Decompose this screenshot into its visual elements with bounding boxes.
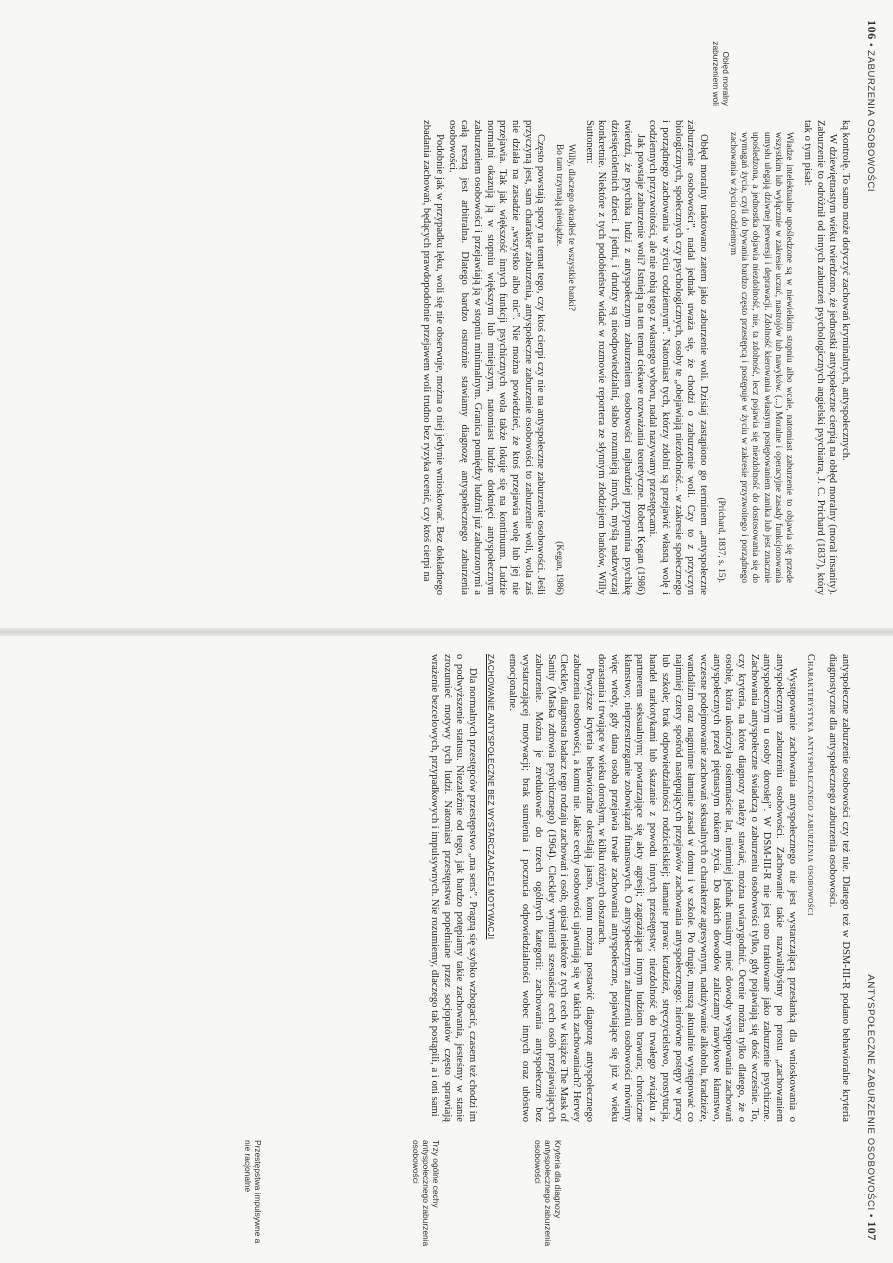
paragraph: Jak powstaje zaburzenie woli? Istnieją na ten temat ciekawe rozważania teoretyczne. Robert Kegan (1986) twierdzi, że psychika ludzi z antyspołecznym zaburzeniem osobowości najbardziej przypomina psychikę dziesięcioletnich dzieci. I jedni, i drudzy są nieodpowiedzialni, słabo rozumieją innych, myślą nadzwyczaj konkretnie. Niektóre z tych podobieństw widać w rozmowie reportera ze słynnym złodziejem banków, Willy Suttonem: [583, 120, 646, 595]
page-number-right: 107 [865, 1221, 879, 1241]
verse-source: (Kegan, 1986) [554, 541, 565, 595]
quote-source: (Prichard, 1837, s. 15). [716, 497, 727, 583]
right-running-head: ANTYSPOŁECZNE ZABURZENIE OSOBOWOŚCI • 107 [865, 974, 879, 1241]
right-page [0, 632, 893, 1263]
paragraph: ką kontrolę. To samo może dotyczyć zachowań kryminalnych, antyspołecznych. [840, 120, 851, 461]
paragraph: W dziewiętnastym wieku twierdzono, że jednostki antyspołeczne cierpią na obłęd moralny (moral insanity). Zaburzenie to odróżnił od innych zaburzeń psychologicznych angielski psychiatra, J. C. Prichard (1837), który tak o tym pisał: [801, 120, 839, 595]
left-text-column [419, 120, 851, 595]
paragraph: Dla normalnych przestępców przestępstwo „ma sens”. Pragną się szybko wzbogacić, czasem też chodzi im o podwyższenie statusu. Niezależnie od tego, jak bardzo potępiamy takie zachowania, jesteśmy w stanie zrozumieć motywy tych ludzi. Natomiast przestępstwa popełniane przez socjopatów często sprawiają wrażenie bezcelowych, przypadkowych i impulsywnych. Nie rozumiemy, dlaczego tak postąpili, a i oni sami [428, 654, 479, 1122]
verse-line: Willy, dlaczego okradłeś te wszystkie banki? [566, 144, 577, 311]
block-quote-prichard [715, 132, 794, 583]
verse-line: Bo tam trzymają pieniądze. (Kegan, 1986) [554, 144, 565, 595]
margin-note-diagnostic-criteria: Kryteria dla diagnozy antyspołecznego zaburzenia osobowości [533, 1140, 563, 1247]
page-number-left: 106 [865, 20, 879, 40]
subsection-heading: ZACHOWANIE ANTYSPOŁECZNE BEZ WYSTARCZAJĄCEJ MOTYWACJI [485, 654, 495, 940]
quote-text: Władze intelektualne upośledzone są w niewielkim stopniu albo wcale, natomiast zaburzenie to objawia się przede wszystkim lub wyłącznie w zakresie uczuć, nastrojów lub nawyków. (...) Moralne i operacyjne zasady funkcjonowania umysłu ulegają dziwnej perwersji i deprawacji. Zdolność kierowania własnym postępowaniem zanika lub jest znacznie upośledzona, a jednostka objawia niezdolność, nie, ta zdolność, lecz pojawia się niezdolność do dostosowania się do wymagań życia, czyli do bywania bardzo często przestępcą i postępuje w życiu w zakresie przyzwoitego i porządnego zachowania w życiu codziennym [727, 132, 795, 583]
paragraph: Podobnie jak w przypadku lęku, woli się nie obserwuje, można o niej jedynie wnioskować. Bez dokładnego zbadania zachowań, będących prawdopodobnie przejawem woli trudno bez ryzyka ocenić, czy ktoś cierpi na [421, 120, 445, 595]
dialogue-quote [552, 144, 576, 595]
paragraph: Często powstają spory na temat tego, czy ktoś cierpi czy nie na antyspołeczne zaburzenie osobowości. Jeśli przyczyną jest, sam charakter zaburzenia, antyspołeczne zaburzenie osobowości to zaburzenie woli, wola zaś nie działa na zasadzie „wszystko albo nic”. Nie można powiedzieć, że ktoś przejawia wolę lub jej nie przejawia. Tak jak większość innych funkcji psychicznych wola także lokuje się na kontinuum. Ludzie normalni okazują ją w stopniu większym lub mniejszym, natomiast ludzie dotknięci antyspołecznym zaburzeniem osobowości i przejawiają ją w stopniu minimalnym. Granica pomiędzy ludźmi już zaburzonymi a całą resztą jest arbitralna. Dlatego bardzo ostrożnie stawiamy diagnozę antyspołecznego zaburzenia osobowości. [446, 120, 547, 595]
paragraph: antyspołeczne zaburzenie osobowości czy też nie. Dlatego też w DSM-III-R podano behawioralne kryteria diagnostyczne dla antyspołecznego zaburzenia osobowości. [827, 654, 851, 1122]
paragraph: Powyższe kryteria behawioralne określają jasno, komu można postawić diagnozę antyspołecznego zaburzenia osobowości, a komu nie. Jakie cechy osobowości ujawniają się w takich zachowaniach? Hervey Cleckley, diagnosta badacz tego rodzaju zachowań i osób, opisał niektóre z tych cech w książce The Mask of Sanity (Maska zdrowia psychicznego) (1964). Cleckley wymienił szesnaście cech osób przejawiających zaburzenie. Można je zredukować do trzech ogólnych kategorii: zachowania antyspołeczne bez wystarczającej motywacji; brak sumienia i poczucia odpowiedzialności wobec innych oraz ubóstwo emocjonalne. [507, 654, 595, 1122]
paragraph: Obłęd moralny traktowano zatem jako zaburzenie woli. Dzisiaj zastąpiono go terminem „antyspołeczne zaburzenie osobowości”, nadal jednak uważa się, że chodzi o zaburzenie woli. Czy to z przyczyn biologicznych, społecznych czy psychologicznych, osoby te „obejawiają niezdolność... w zakresie społecznego i porządnego zachowania w życiu codziennym”. Natomiast tych, którzy zdolni są przejawić własną wolę i codziennych przyzwoitości, ale nie robią tego z własnego wyboru, nadal nazywamy przestępcami. [647, 120, 710, 595]
right-text-column [427, 654, 851, 1122]
margin-note-moral-insanity: Obłęd moralny zaburzeniem woli [711, 41, 731, 106]
margin-note-impulsive-crimes: Przestępstwa impulsywne a nie racjonalne [243, 1140, 263, 1244]
margin-note-three-traits: Trzy ogólne cechy antyspołecznego zaburzenia osobowości [411, 1140, 441, 1247]
left-running-head: 106 • ZABURZENIA OSOBOWOŚCI [865, 20, 879, 193]
running-head-right: ANTYSPOŁECZNE ZABURZENIE OSOBOWOŚCI [865, 974, 876, 1211]
paragraph: Występowanie zachowania antyspołecznego nie jest wystarczającą przesłanką dla wnioskowania o antyspołecznym zaburzeniu osobowości. Zachowanie takie nazwalibyśmy po prostu „zachowaniem antyspołecznym u osoby dorosłej”. W DSM-III-R nie jest ono traktowane jako zaburzenie psychiczne. Zachowania antyspołeczne świadczą o zaburzeniu osobowości tylko, gdy pojawiają się dość wcześnie. To, czy kryteria, na które diagnozy należy stawiać, można uwiarygodnić. Ocenie można tylko dlatego, że o osobie, która ukończyła osiemnaście lat, niemniej jednak musimy mieć dowody występowania zachowań antyspołecznych przed piętnastym rokiem życia. Do takich dowodów zaliczamy nawykowe kłamstwo, wczesne podejmowanie zachowań seksualnych o charakterze agresywnym, nadużywanie alkoholu, kradzieże, wandalizm oraz nagminne łamanie zasad w domu i w szkole. Po drugie, muszą aktualnie występować co najmniej cztery spośród następujących przejawów zachowania antyspołecznego: nierówne postępy w pracy lub szkole; brak odpowiedzialności rodzicielskiej; łamanie prawa: kradzież, stręczycielstwo, prostytucja, handel narkotykami lub skazanie z powodu innych przestępstw; niezdolność do trwałego związku z partnerem seksualnym; powtarzające się akty agresji; zagrażająca innym ludziom brawura; chroniczne kłamstwo; nieprzestrzeganie zobowiązań finansowych. O antyspołecznym zaburzeniu osobowości mówimy więc wtedy, gdy dana osoba przejawia trwałe zachowania antyspołeczne, pojawiające się już w wieku dorastania i trwające w wieku dorosłym, w kilku różnych obszarach. [596, 654, 798, 1122]
section-title: Charakterystyka antyspołecznego zaburzenia osobowości [804, 654, 816, 916]
running-head-left: ZABURZENIA OSOBOWOŚCI [865, 50, 876, 193]
